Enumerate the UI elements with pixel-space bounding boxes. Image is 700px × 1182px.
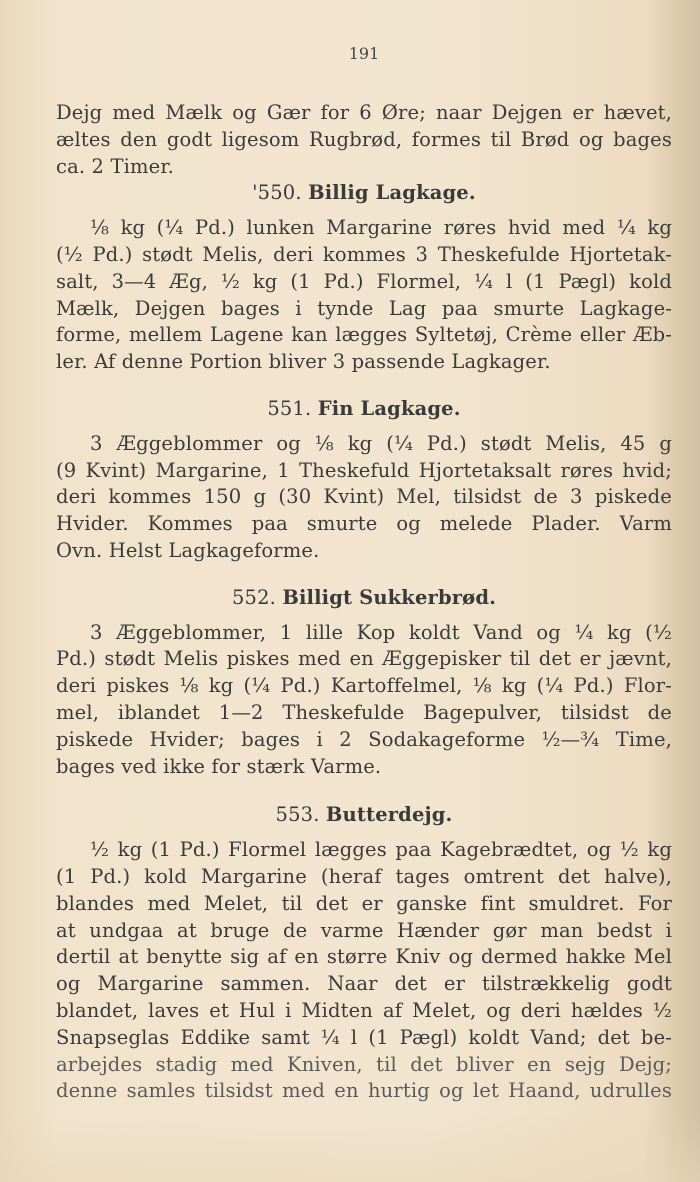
text-line: Pd.) stødt Melis piskes med en Æggepisker til det er jævnt, [56,647,672,671]
text-line: 3 Æggeblommer og ⅛ kg (¼ Pd.) stødt Melis, 45 g [90,431,672,455]
text-line: blandes med Melet, til det er ganske fint smuldret. For [56,891,672,915]
text-line: (½ Pd.) stødt Melis, deri kommes 3 Theskefulde Hjortetak- [56,242,672,266]
text-line: deri kommes 150 g (30 Kvint) Mel, tilsidst de 3 piskede [56,485,672,509]
text-line: mel, iblandet 1—2 Theskefulde Bagepulver, tilsidst de [56,700,672,724]
text-line: salt, 3—4 Æg, ½ kg (1 Pd.) Flormel, ¼ l (1 Pægl) kold [56,269,672,293]
recipe-number: 552. [231,585,276,609]
text-line: Mælk, Dejgen bages i tynde Lag paa smurte Lagkage- [56,296,672,320]
recipe-heading-552 [56,585,672,612]
recipe-title: Fin Lagkage. [317,396,461,420]
recipe-title: Billigt Sukkerbrød. [282,585,497,609]
text-line: deri piskes ⅛ kg (¼ Pd.) Kartoffelmel, ⅛ kg (¼ Pd.) Flor- [56,674,672,698]
text-line: forme, mellem Lagene kan lægges Syltetøj, Crème eller Æb- [56,323,672,347]
page-bottom-shadow [0,1112,700,1182]
recipe-number: 553. [275,803,320,827]
text-line: at undgaa at bruge de varme Hænder gør man bedst i [56,918,672,942]
recipe-heading-551 [56,396,672,423]
text-line: Ovn. Helst Lagkageforme. [56,538,320,562]
text-line: blandet, laves et Hul i Midten af Melet, og deri hældes ½ [56,998,672,1022]
recipe-heading-550 [56,180,672,207]
recipe-number: 551. [267,396,312,420]
text-line: arbejdes stadig med Kniven, til det bliver en sejg Dejg; [56,1052,672,1076]
recipe-number: '550. [252,181,302,205]
text-line: og Margarine sammen. Naar det er tilstrækkelig godt [56,972,672,996]
text-line: 3 Æggeblommer, 1 lille Kop koldt Vand og ¼ kg (½ [90,620,672,644]
text-line: dertil at benytte sig af en større Kniv og dermed hakke Mel [56,945,672,969]
text-line: Snapseglas Eddike samt ¼ l (1 Pægl) koldt Vand; det be- [56,1025,672,1049]
text-line: ⅛ kg (¼ Pd.) lunken Margarine røres hvid med ¼ kg [90,216,672,240]
recipe-heading-553 [56,802,672,829]
text-line: ler. Af denne Portion bliver 3 passende Lagkager. [56,350,551,374]
text-line: piskede Hvider; bages i 2 Sodakageforme ½—¾ Time, [56,727,672,751]
text-line: denne samles tilsidst med en hurtig og let Haand, udrulles [56,1079,672,1103]
page-body [56,100,672,1105]
text-line: æltes den godt ligesom Rugbrød, formes til Brød og bages [56,127,672,151]
recipe-title: Billig Lagkage. [308,181,476,205]
text-line: (1 Pd.) kold Margarine (heraf tages omtrent det halve), [56,864,672,888]
text-line: (9 Kvint) Margarine, 1 Theskefuld Hjortetaksalt røres hvid; [56,458,672,482]
text-line: Dejg med Mælk og Gær for 6 Øre; naar Dejgen er hævet, [56,101,672,124]
recipe-title: Butterdejg. [325,803,453,827]
page-number: 191 [348,44,380,63]
text-line: bages ved ikke for stærk Varme. [56,754,382,778]
text-line: ½ kg (1 Pd.) Flormel lægges paa Kagebrædtet, og ½ kg [90,838,672,862]
text-line: ca. 2 Timer. [56,154,175,178]
text-line: Hvider. Kommes paa smurte og melede Plader. Varm [56,512,672,536]
